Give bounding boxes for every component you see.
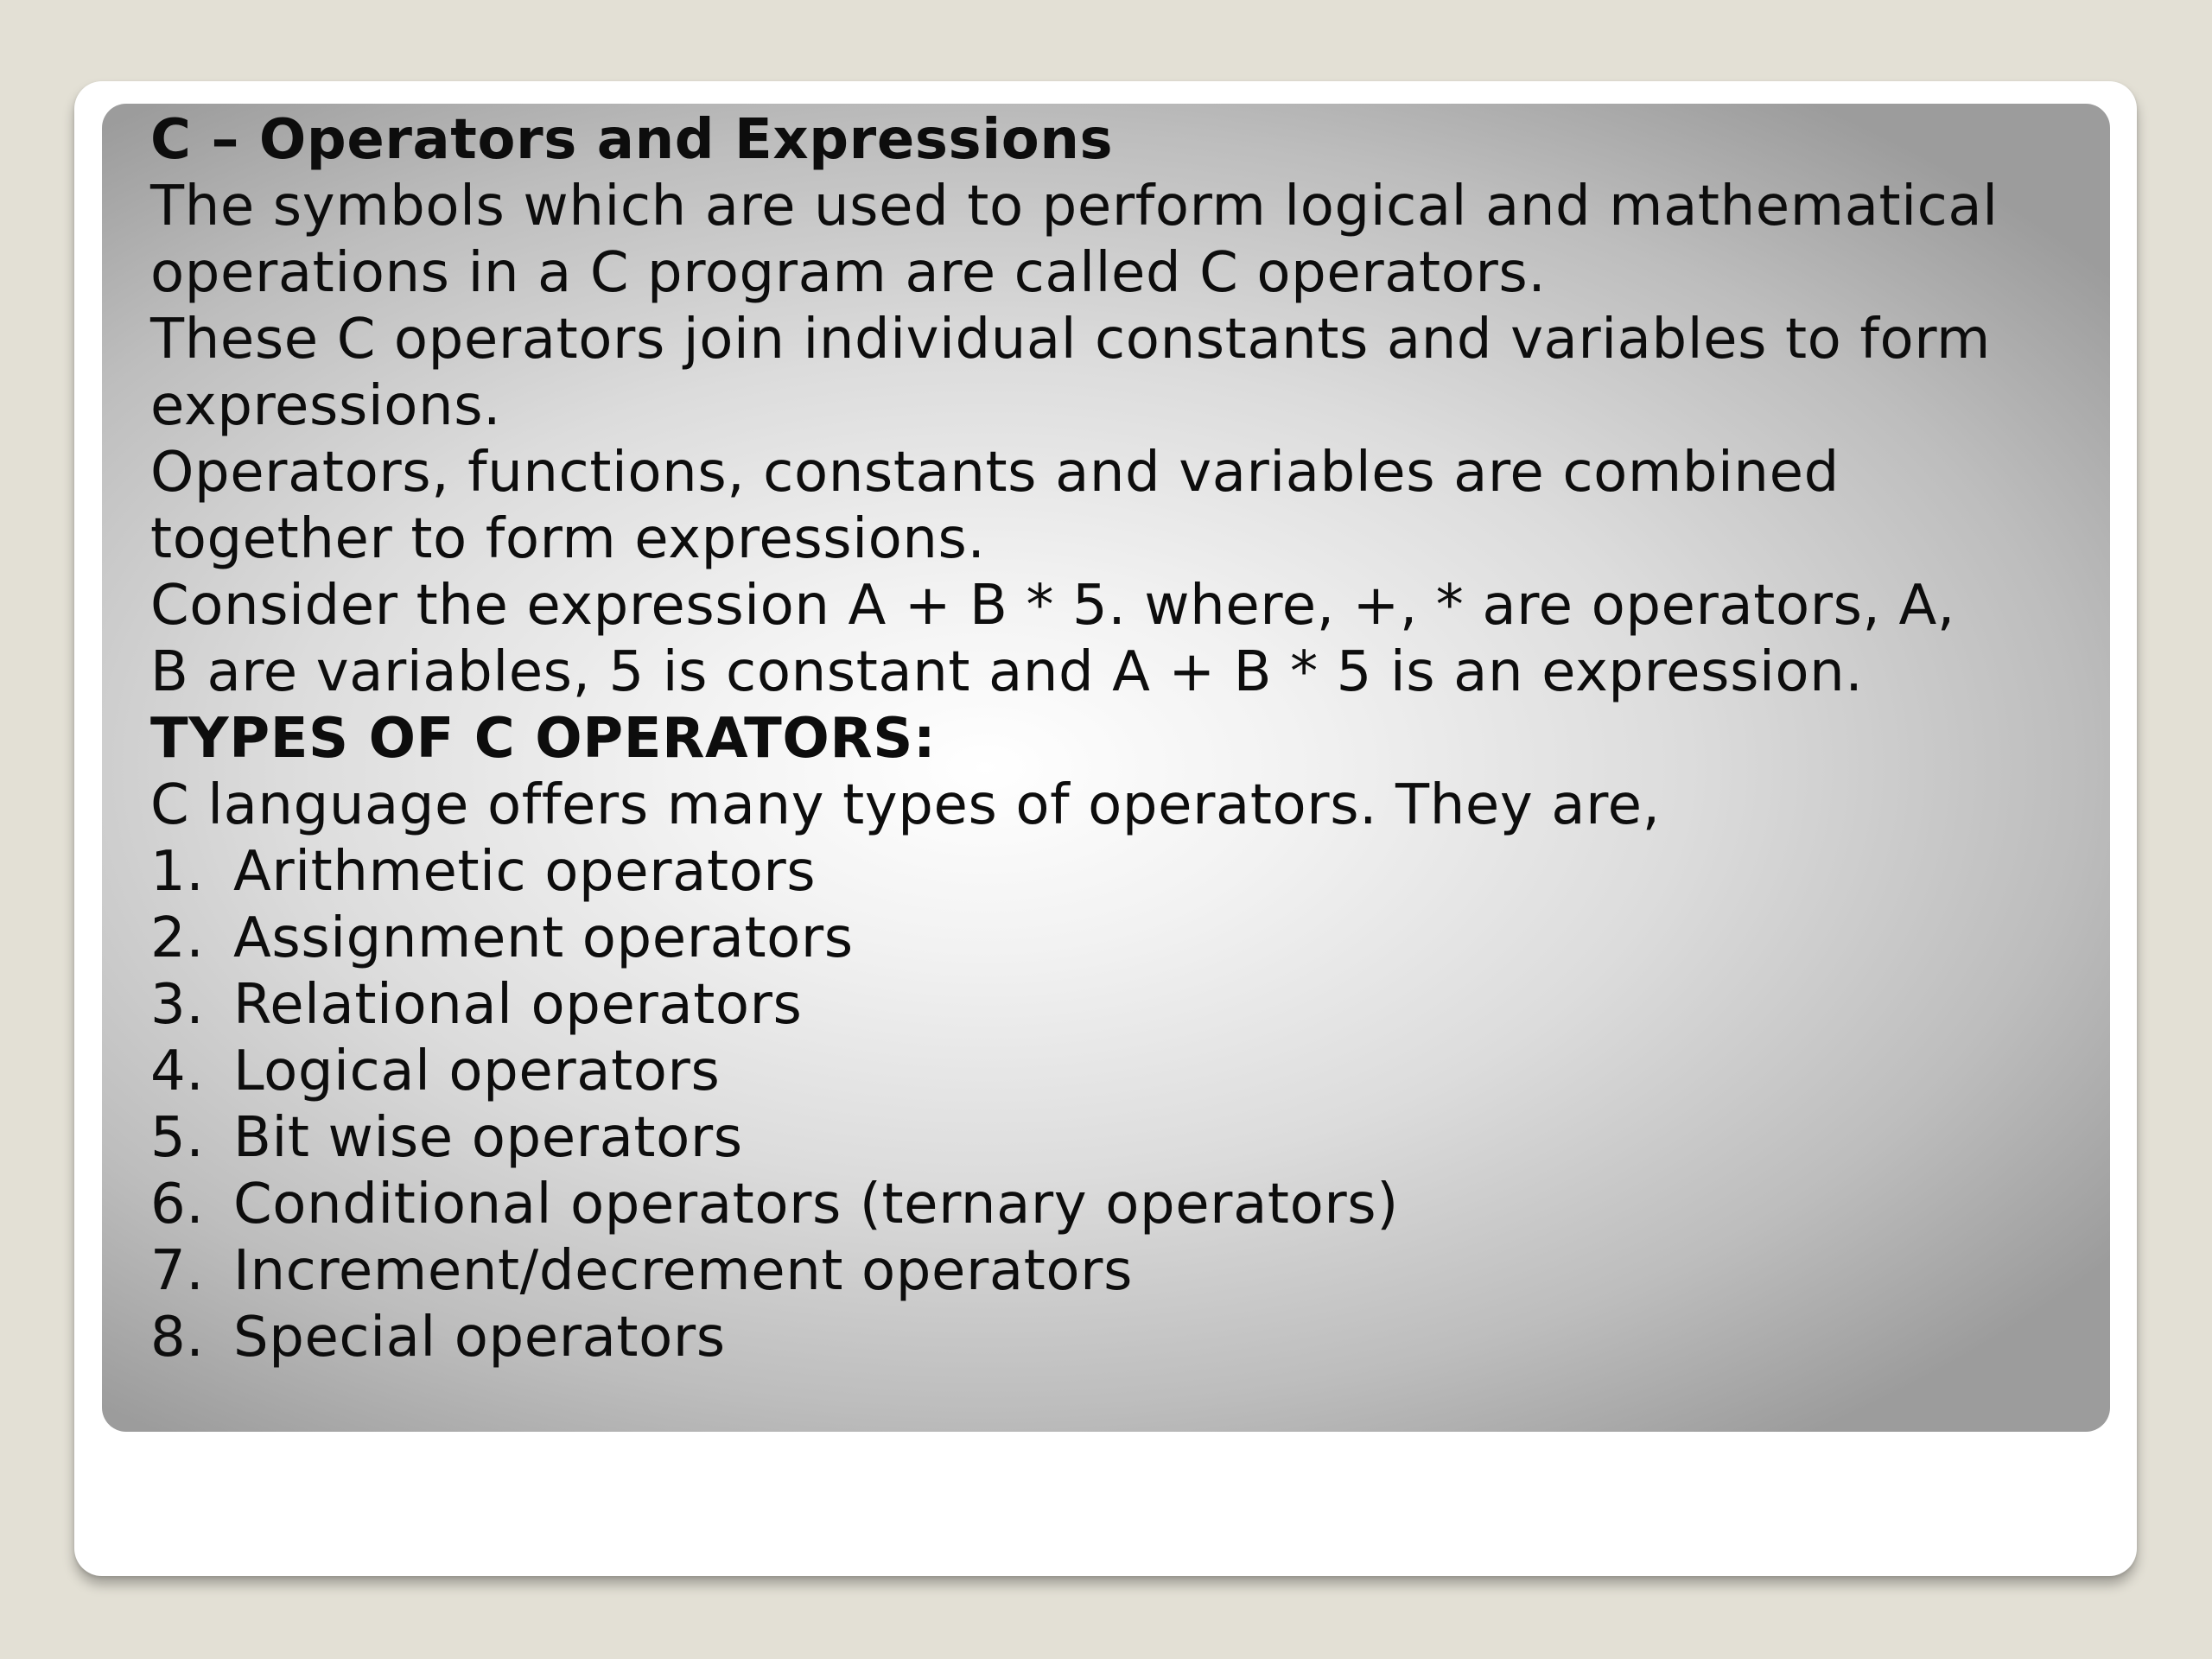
paragraph-line: B are variables, 5 is constant and A + B * 5 is an expression. (150, 640, 1864, 704)
list-item (150, 1105, 2086, 1172)
list-item (150, 1172, 2086, 1238)
paragraph-line: The symbols which are used to perform logical and mathematical (150, 175, 1999, 238)
paragraph-line: These C operators join individual constants and variables to form (150, 308, 1991, 372)
list-item-label: Special operators (233, 1306, 726, 1370)
operator-types-list (150, 839, 2086, 1371)
slide-title: C – Operators and Expressions (150, 108, 1114, 172)
types-subheading: TYPES OF C OPERATORS: (150, 707, 937, 771)
types-intro: C language offers many types of operators. They are, (150, 773, 1661, 837)
paragraph-line: Consider the expression A + B * 5. where, +, * are operators, A, (150, 574, 1955, 638)
list-number: 4. (150, 1039, 205, 1103)
list-item-label: Assignment operators (233, 906, 854, 970)
list-number: 7. (150, 1239, 205, 1303)
list-number: 2. (150, 906, 205, 970)
list-item (150, 906, 2086, 972)
list-item (150, 1039, 2086, 1105)
list-item-label: Logical operators (233, 1039, 721, 1103)
paragraph-line: operations in a C program are called C operators. (150, 241, 1547, 305)
list-item-label: Relational operators (233, 973, 803, 1037)
list-item-label: Arithmetic operators (233, 840, 817, 904)
list-item (150, 972, 2086, 1039)
list-item-label: Conditional operators (ternary operators) (233, 1173, 1399, 1236)
list-number: 5. (150, 1106, 205, 1170)
list-item-label: Bit wise operators (233, 1106, 743, 1170)
list-number: 1. (150, 840, 205, 904)
list-item (150, 1238, 2086, 1305)
list-number: 8. (150, 1306, 205, 1370)
list-number: 3. (150, 973, 205, 1037)
paragraph-line: together to form expressions. (150, 507, 986, 571)
paragraph-line: Operators, functions, constants and variables are combined (150, 441, 1840, 505)
list-item (150, 1305, 2086, 1371)
slide-text (150, 107, 2086, 1371)
content-panel (102, 104, 2110, 1432)
list-item-label: Increment/decrement operators (233, 1239, 1134, 1303)
list-item (150, 839, 2086, 906)
list-number: 6. (150, 1173, 205, 1236)
paragraph-line: expressions. (150, 374, 502, 438)
